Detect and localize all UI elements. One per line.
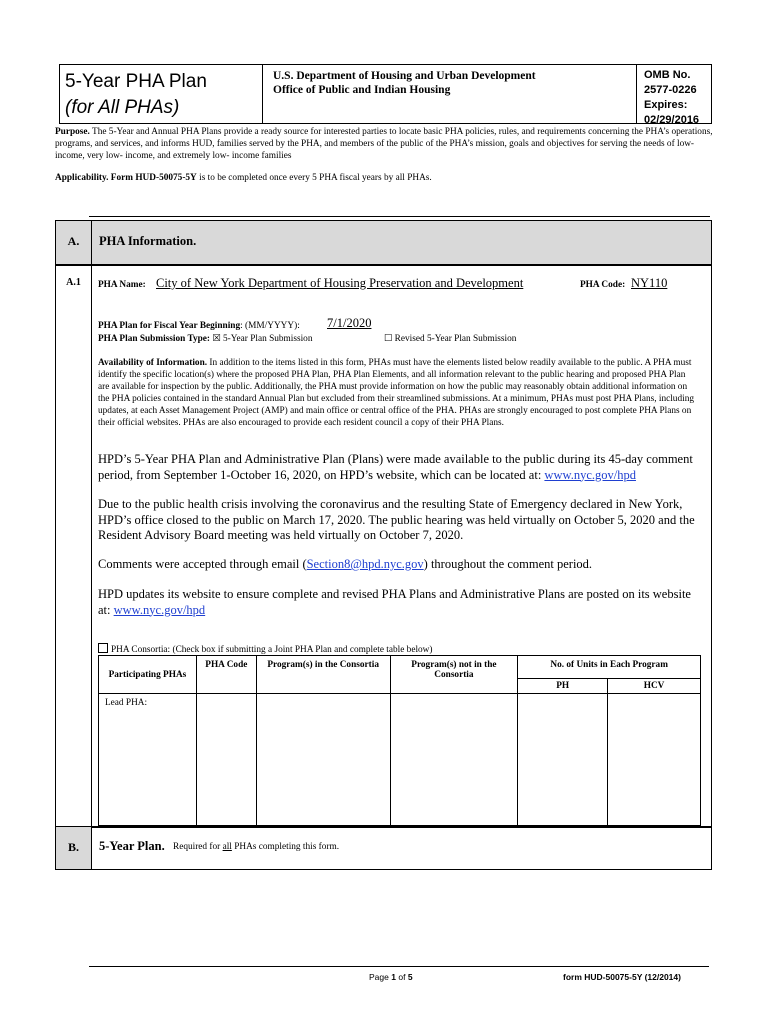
col-participating-phas: Participating PHAs — [99, 656, 197, 694]
pha-code-value[interactable]: NY110 — [631, 276, 668, 290]
submission-type-row — [98, 333, 312, 345]
lead-code-cell[interactable] — [196, 694, 256, 826]
section-a-title: PHA Information. — [99, 234, 197, 248]
lead-pha-cell[interactable]: Lead PHA: — [99, 694, 197, 826]
lead-ph-cell[interactable] — [518, 694, 608, 826]
pha-name-value[interactable]: City of New York Department of Housing Preservation and Development — [156, 276, 524, 290]
applicability-text: is to be completed once every 5 PHA fiscal years by all PHAs. — [199, 173, 432, 183]
availability-paragraph — [98, 357, 698, 429]
page-label: Page — [369, 972, 389, 982]
submission-type-label: PHA Plan Submission Type: — [98, 334, 211, 344]
five-year-submission-option: 5-Year Plan Submission — [223, 334, 313, 344]
pha-code-label: PHA Code: — [580, 280, 626, 290]
page-of: of — [398, 972, 406, 982]
section-a-number: A. — [67, 234, 80, 248]
section-a1-number: A.1 — [66, 277, 81, 288]
section-a-header — [55, 220, 712, 266]
office-name: Office of Public and Indian Housing — [273, 84, 451, 96]
col-hcv: HCV — [608, 679, 701, 694]
fiscal-year-value[interactable]: 7/1/2020 — [327, 316, 372, 330]
comment-period-text: HPD’s 5-Year PHA Plan and Administrative Plan (Plans) were made available to the public during its 45-day comment period, from September 1-October 16, 2020, on HPD’s website, which can be located at: — [98, 452, 693, 482]
purpose-text: The 5-Year and Annual PHA Plans provide a ready source for interested parties to locate basic PHA policies, rules, and requirements concerning the PHA’s operations, programs, and services, and informs HUD, families served by the PHA, and members of the public of the PHA’s mission, goals and objectives for serving the needs of low- income, very low- income, and extremely low- income families — [55, 127, 713, 161]
unchecked-checkbox-icon[interactable]: ☐ — [384, 334, 393, 344]
hpd-website-link[interactable]: www.nyc.gov/hpd — [544, 467, 636, 482]
consortia-table — [98, 655, 701, 826]
page-number — [369, 972, 413, 982]
col-pha-code: PHA Code — [196, 656, 256, 694]
revised-submission-row — [384, 333, 516, 345]
form-title: 5-Year PHA Plan — [65, 71, 207, 92]
omb-block — [637, 65, 711, 126]
fiscal-year-row — [98, 320, 300, 332]
page-total: 5 — [407, 972, 413, 982]
form-number: form HUD-50075-5Y (12/2014) — [563, 972, 681, 982]
footer-rule — [89, 966, 709, 967]
purpose-paragraph — [55, 126, 715, 162]
agency-block — [263, 65, 637, 123]
consortia-checkbox-icon[interactable] — [98, 643, 108, 653]
col-programs-not-in: Program(s) not in the Consortia — [390, 656, 518, 694]
section-a1-num-cell — [56, 265, 92, 827]
form-subtitle: (for All PHAs) — [65, 97, 180, 118]
purpose-label: Purpose. — [55, 127, 90, 137]
page-current: 1 — [391, 972, 396, 982]
expiration-date: Expires: 02/29/2016 — [644, 99, 700, 126]
col-programs-in: Program(s) in the Consortia — [256, 656, 390, 694]
lead-programs-not-in-cell[interactable] — [390, 694, 518, 826]
section-b-note-post: PHAs completing this form. — [234, 842, 340, 852]
lead-programs-in-cell[interactable] — [256, 694, 390, 826]
section-b — [55, 826, 712, 870]
fiscal-year-format: : (MM/YYYY): — [240, 321, 300, 331]
form-header — [59, 64, 712, 124]
availability-text: In addition to the items listed in this form, PHAs must have the elements listed below readily available to the public. A PHA must identify the specific location(s) where the proposed PHA Plan, PHA Plan Elements, and all information relevant to the public hearing and proposed PHA Plan are available for inspection by the public. Additionally, the PHA must provide information on how the public may reasonably obtain additional information on the PHA policies contained in the standard Annual Plan but excluded from their streamlined submissions. At a minimum, PHAs must post PHA Plans, including updates, at each Asset Management Project (AMP) and main office or central office of the PHA. PHAs are strongly encouraged to post complete PHA Plans on their official websites. PHAs are also encouraged to provide each resident council a copy of their PHA Plans. — [98, 358, 694, 428]
checked-checkbox-icon[interactable]: ☒ — [212, 334, 221, 344]
fiscal-year-label: PHA Plan for Fiscal Year Beginning — [98, 321, 241, 331]
section-b-note — [173, 841, 339, 853]
hpd-website-link-2[interactable]: www.nyc.gov/hpd — [113, 602, 206, 617]
col-units: No. of Units in Each Program — [518, 656, 701, 679]
applicability-paragraph — [55, 172, 715, 184]
comment-period-paragraph — [98, 452, 698, 483]
omb-number: OMB No. 2577-0226 — [644, 69, 697, 96]
public-health-paragraph: Due to the public health crisis involving the coronavirus and the resulting State of Emergency declared in New York, HPD’s office closed to the public on March 17, 2020. The public hearing was held virtually on October 5, 2020 and the Resident Advisory Board meeting was held virtually on October 7, 2020. — [98, 497, 695, 542]
website-update-paragraph — [98, 587, 698, 618]
section-b-note-all: all — [222, 842, 232, 852]
lead-hcv-cell[interactable] — [608, 694, 701, 826]
website-update-text: HPD updates its website to ensure complete and revised PHA Plans and Administrative Plans are posted on its website at: — [98, 587, 691, 617]
section-b-number: B. — [67, 840, 79, 854]
pha-name-label: PHA Name: — [98, 280, 146, 290]
comments-text-pre: Comments were accepted through email ( — [98, 557, 307, 571]
form-title-block — [60, 65, 263, 123]
section-b-title: 5-Year Plan. — [99, 839, 165, 853]
revised-submission-option: Revised 5-Year Plan Submission — [394, 334, 517, 344]
consortia-label: PHA Consortia: (Check box if submitting a Joint PHA Plan and complete table below) — [111, 645, 433, 655]
email-link[interactable]: Section8@hpd.nyc.gov — [306, 557, 424, 571]
comments-paragraph — [98, 557, 698, 573]
section-b-note-pre: Required for — [173, 842, 221, 852]
applicability-label: Applicability. Form HUD-50075-5Y — [55, 173, 197, 183]
availability-label: Availability of Information. — [98, 358, 208, 368]
col-ph: PH — [518, 679, 608, 694]
comments-text-post: ) throughout the comment period. — [423, 557, 593, 571]
agency-name: U.S. Department of Housing and Urban Development — [273, 70, 536, 82]
